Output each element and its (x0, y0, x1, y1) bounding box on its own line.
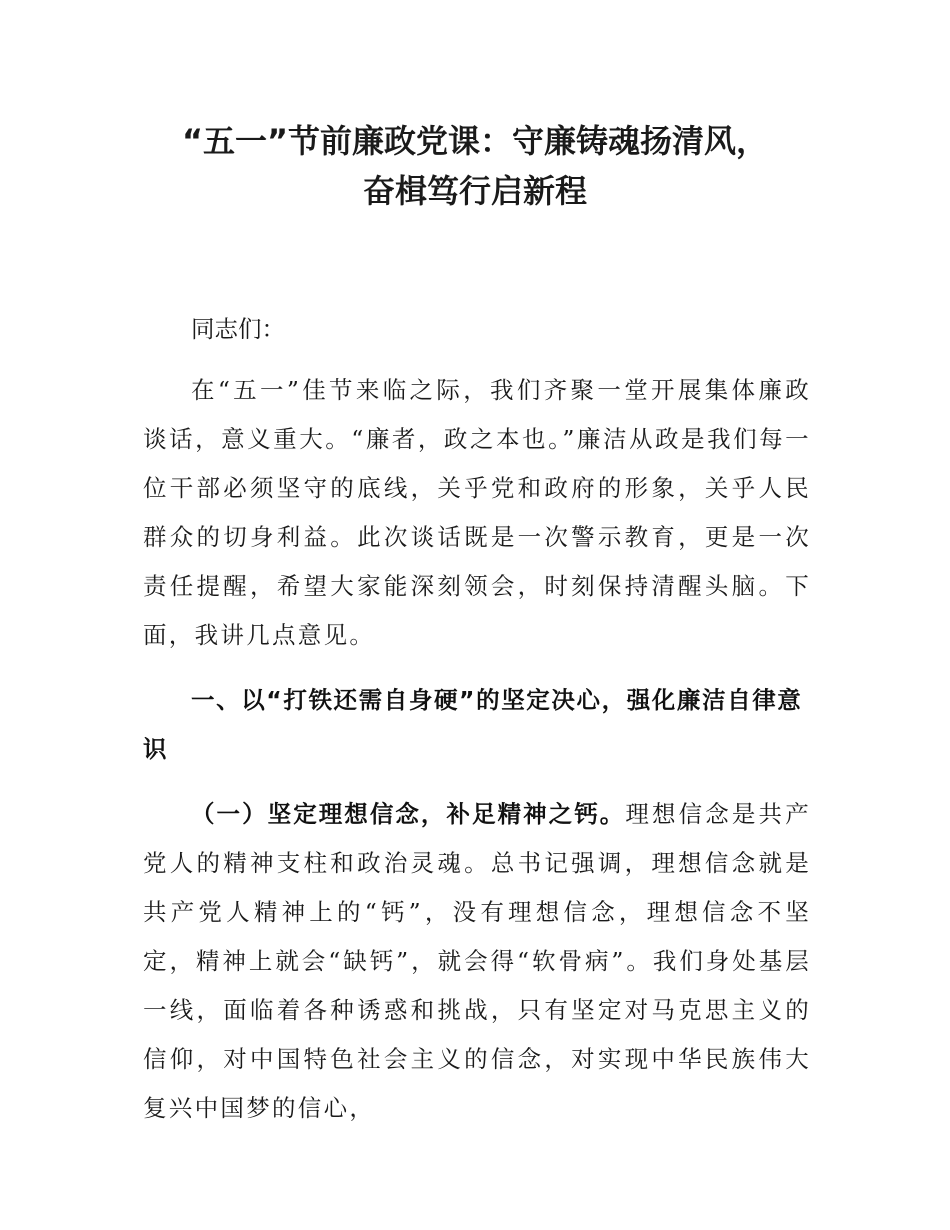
subheading-1-1: （一）坚定理想信念，补足精神之钙。 (191, 800, 626, 828)
greeting-text: 同志们： (191, 315, 285, 343)
greeting (143, 305, 811, 353)
document-title-line-2: 奋楫笃行启新程 (362, 172, 587, 210)
paragraph-intro: 在“五一”佳节来临之际，我们齐聚一堂开展集体廉政谈话，意义重大。“廉者，政之本也。”廉洁从政是我们每一位干部必须坚守的底线，关乎党和政府的形象，关乎人民群众的切身利益。此次谈话既是一次警示教育，更是一次责任提醒，希望大家能深刻领会，时刻保持清醒头脑。下面，我讲几点意见。 (143, 376, 811, 649)
document-title-line-1: “五一”节前廉政党课：守廉铸魂扬清风， (181, 122, 769, 160)
section-heading-1: 一、以“打铁还需自身硬”的坚定决心，强化廉洁自律意识 (143, 686, 803, 763)
paragraph-section-1-1-text: 理想信念是共产党人的精神支柱和政治灵魂。总书记强调，理想信念就是共产党人精神上的“钙”，没有理想信念，理想信念不坚定，精神上就会“缺钙”，就会得“软骨病”。我们身处基层一线，面临着各种诱惑和挑战，只有坚定对马克思主义的信仰，对中国特色社会主义的信念，对实现中华民族伟大复兴中国梦的信心， (143, 800, 811, 1122)
paragraph-section-1-1 (143, 790, 811, 1133)
